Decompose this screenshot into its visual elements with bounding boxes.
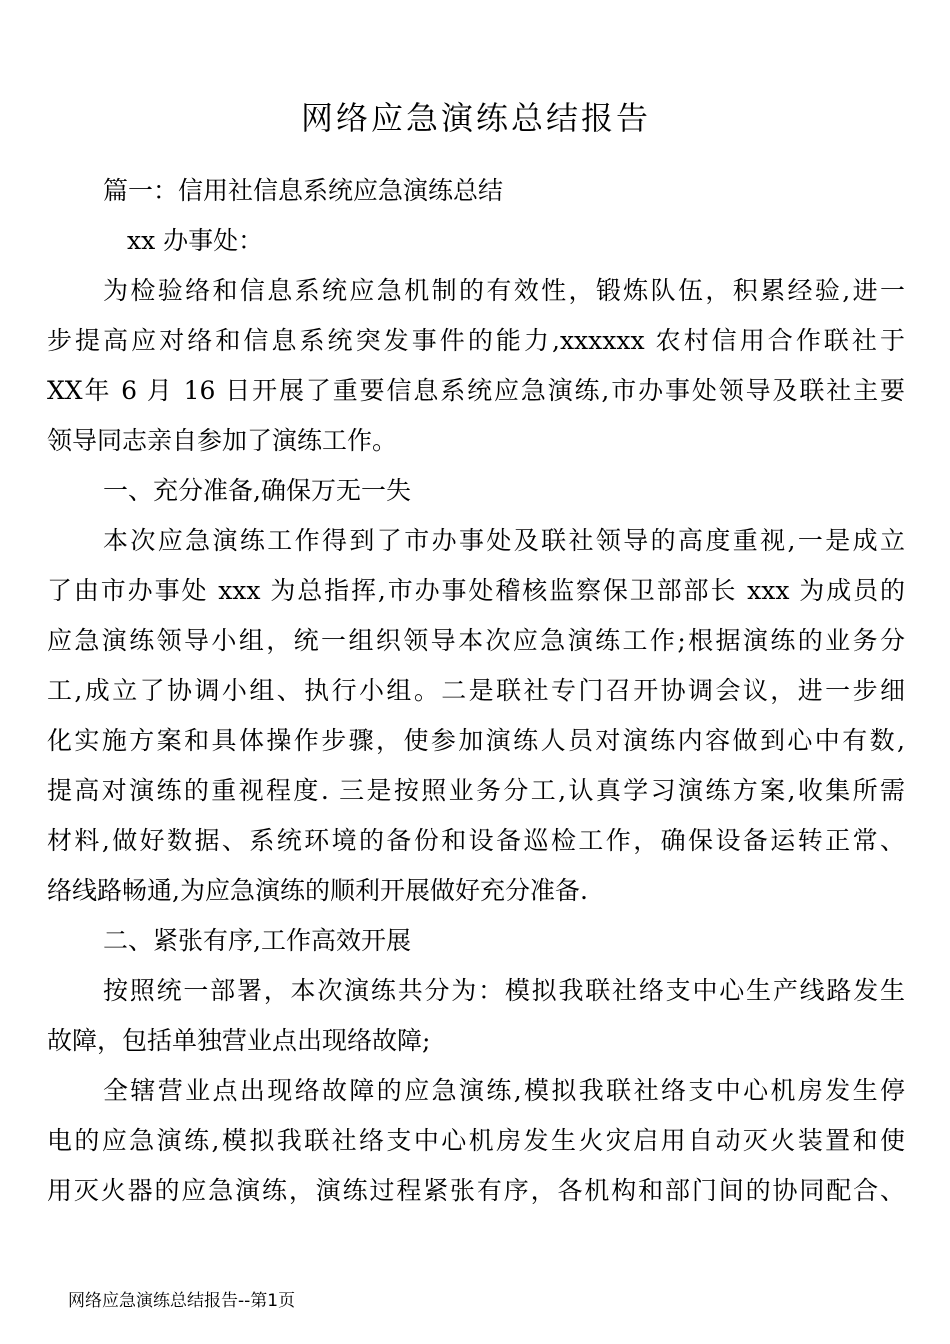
paragraph-line: 本次应急演练工作得到了市办事处及联社领导的高度重视,一是成立 bbox=[103, 526, 905, 555]
paragraph-line: 应急演练领导小组，统一组织领导本次应急演练工作;根据演练的业务分 bbox=[47, 626, 905, 655]
paragraph-line: 领导同志亲自参加了演练工作。 bbox=[47, 426, 398, 455]
paragraph-line: 全辖营业点出现络故障的应急演练,模拟我联社络支中心机房发生停 bbox=[103, 1076, 905, 1105]
paragraph-line: 材料,做好数据、系统环境的备份和设备巡检工作，确保设备运转正常、 bbox=[47, 826, 905, 855]
paragraph-line: 步提高应对络和信息系统突发事件的能力,xxxxxx 农村信用合作联社于 bbox=[47, 326, 905, 355]
paragraph-line: 了由市办事处 xxx 为总指挥,市办事处稽核监察保卫部部长 xxx 为成员的 bbox=[47, 576, 905, 605]
paragraph-line: 提高对演练的重视程度. 三是按照业务分工,认真学习演练方案,收集所需 bbox=[47, 776, 905, 805]
paragraph-line: 按照统一部署，本次演练共分为：模拟我联社络支中心生产线路发生 bbox=[103, 976, 905, 1005]
paragraph-line: 电的应急演练,模拟我联社络支中心机房发生火灾启用自动灭火装置和使 bbox=[47, 1126, 905, 1155]
paragraph-line: 络线路畅通,为应急演练的顺利开展做好充分准备. bbox=[47, 876, 588, 905]
section-heading-two: 二、紧张有序,工作高效开展 bbox=[103, 926, 411, 955]
paragraph-line: XX年 6 月 16 日开展了重要信息系统应急演练,市办事处领导及联社主要 bbox=[47, 376, 905, 405]
paragraph-line: 化实施方案和具体操作步骤，使参加演练人员对演练内容做到心中有数, bbox=[47, 726, 905, 755]
section-heading-part-one: 篇一：信用社信息系统应急演练总结 bbox=[103, 176, 504, 205]
paragraph-line: 故障，包括单独营业点出现络故障; bbox=[47, 1026, 431, 1055]
document-title: 网络应急演练总结报告 bbox=[300, 99, 651, 137]
salutation: xx 办事处： bbox=[127, 226, 264, 255]
section-heading-one: 一、充分准备,确保万无一失 bbox=[103, 476, 411, 505]
paragraph-line: 为检验络和信息系统应急机制的有效性，锻炼队伍，积累经验,进一 bbox=[103, 276, 905, 305]
page-footer: 网络应急演练总结报告--第1页 bbox=[68, 1291, 296, 1311]
paragraph-line: 工,成立了协调小组、执行小组。二是联社专门召开协调会议，进一步细 bbox=[47, 676, 905, 705]
paragraph-line: 用灭火器的应急演练，演练过程紧张有序，各机构和部门间的协同配合、 bbox=[47, 1176, 905, 1205]
